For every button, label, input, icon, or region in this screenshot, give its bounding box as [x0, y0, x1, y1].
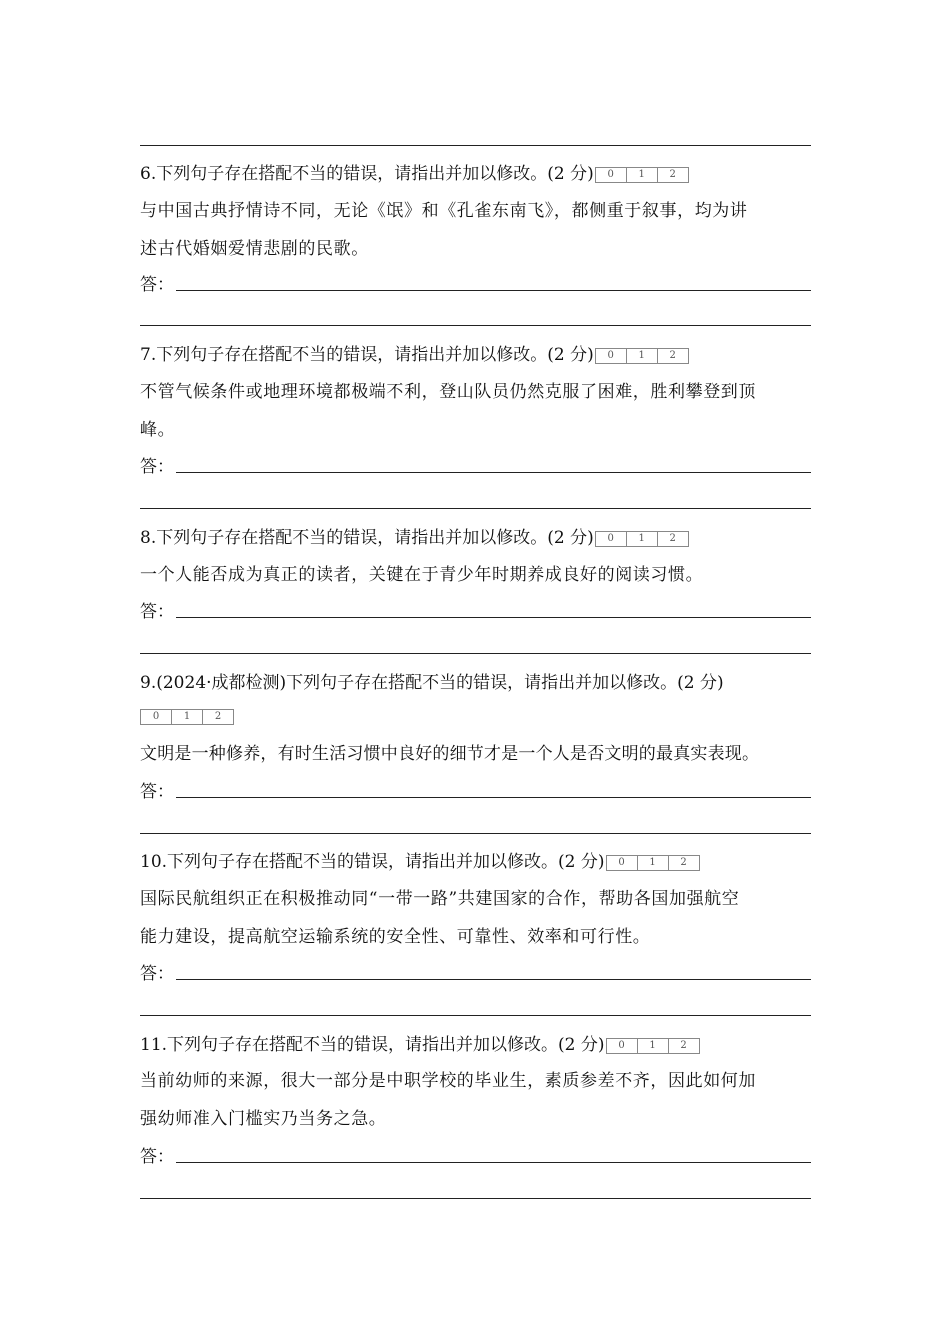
question-6-answer-field[interactable] — [140, 273, 811, 297]
answer-line — [140, 653, 811, 654]
question-7-stem — [140, 343, 689, 367]
answer-line — [140, 833, 811, 834]
question-9-stem — [140, 671, 724, 695]
score-option-1[interactable]: 1 — [172, 710, 203, 724]
answer-label: 答： — [140, 275, 174, 295]
score-option-0[interactable]: 0 — [596, 349, 627, 363]
answer-line — [176, 1162, 811, 1163]
score-option-2[interactable]: 2 — [669, 169, 676, 180]
question-number: 10. — [140, 852, 168, 872]
score-option-1[interactable]: 1 — [638, 1039, 669, 1053]
score-option-2[interactable]: 2 — [680, 1040, 687, 1051]
score-option-2[interactable]: 2 — [669, 533, 676, 544]
score-option-0[interactable]: 0 — [596, 532, 627, 546]
score-option-1[interactable]: 1 — [627, 349, 658, 363]
question-10-sentence-line-1: 国际民航组织正在积极推动同“一带一路”共建国家的合作，帮助各国加强航空 — [140, 889, 740, 909]
question-text: 下列句子存在搭配不当的错误，请指出并加以修改。 — [167, 852, 559, 872]
score-box[interactable] — [606, 1038, 700, 1054]
question-text: 下列句子存在搭配不当的错误，请指出并加以修改。 — [167, 1035, 559, 1055]
question-10-sentence-line-2: 能力建设，提高航空运输系统的安全性、可靠性、效率和可行性。 — [140, 927, 651, 947]
question-text: 下列句子存在搭配不当的错误，请指出并加以修改。 — [156, 528, 548, 548]
score-option-2[interactable]: 2 — [214, 711, 222, 722]
question-points: (2 分) — [677, 673, 724, 693]
question-6-sentence-line-1: 与中国古典抒情诗不同，无论《氓》和《孔雀东南飞》，都侧重于叙事，均为讲 — [140, 201, 748, 221]
answer-line — [176, 472, 811, 473]
question-11-sentence-line-1: 当前幼师的来源，很大一部分是中职学校的毕业生，素质参差不齐，因此如何加 — [140, 1071, 756, 1091]
answer-line — [140, 325, 811, 326]
score-option-1[interactable]: 1 — [627, 168, 658, 182]
question-11-sentence-line-2: 强幼师准入门槛实乃当务之急。 — [140, 1109, 387, 1129]
score-box[interactable] — [140, 709, 234, 725]
score-option-2[interactable]: 2 — [669, 350, 676, 361]
question-number: 7. — [140, 345, 157, 365]
question-7-answer-field[interactable] — [140, 455, 811, 479]
score-option-0[interactable]: 0 — [607, 1039, 638, 1053]
answer-line — [176, 617, 811, 618]
question-number: 11. — [140, 1035, 168, 1055]
answer-line — [176, 979, 811, 980]
answer-line — [140, 508, 811, 509]
answer-label: 答： — [140, 1147, 174, 1167]
question-number: 9. — [140, 673, 157, 693]
question-10-stem — [140, 850, 700, 874]
question-10-answer-field[interactable] — [140, 962, 811, 986]
answer-label: 答： — [140, 964, 174, 984]
question-text: 下列句子存在搭配不当的错误，请指出并加以修改。 — [156, 345, 548, 365]
question-6-sentence-line-2: 述古代婚姻爱情悲剧的民歌。 — [140, 239, 369, 259]
score-option-0[interactable]: 0 — [607, 856, 638, 870]
question-points: (2 分) — [547, 164, 594, 184]
score-box[interactable] — [606, 855, 700, 871]
answer-label: 答： — [140, 457, 174, 477]
question-points: (2 分) — [547, 345, 594, 365]
score-option-2[interactable]: 2 — [680, 857, 687, 868]
score-box[interactable] — [595, 167, 689, 183]
question-7-sentence-line-2: 峰。 — [140, 420, 176, 440]
score-option-0[interactable]: 0 — [141, 710, 172, 724]
question-7-sentence-line-1: 不管气候条件或地理环境都极端不利，登山队员仍然克服了困难，胜利攀登到顶 — [140, 382, 756, 402]
question-text: 下列句子存在搭配不当的错误，请指出并加以修改。 — [156, 164, 548, 184]
question-8-sentence-line-1: 一个人能否成为真正的读者，关键在于青少年时期养成良好的阅读习惯。 — [140, 565, 704, 585]
question-11-answer-field[interactable] — [140, 1145, 811, 1169]
answer-line — [140, 145, 811, 146]
answer-label: 答： — [140, 782, 174, 802]
question-9-score-row — [140, 706, 234, 725]
score-box[interactable] — [595, 531, 689, 547]
answer-line — [140, 1198, 811, 1199]
score-option-1[interactable]: 1 — [638, 856, 669, 870]
question-9-answer-field[interactable] — [140, 780, 811, 804]
score-option-0[interactable]: 0 — [596, 168, 627, 182]
question-11-stem — [140, 1033, 700, 1057]
question-text: (2024·成都检测)下列句子存在搭配不当的错误，请指出并加以修改。 — [156, 673, 678, 693]
question-number: 6. — [140, 164, 157, 184]
question-9-sentence-line-1: 文明是一种修养，有时生活习惯中良好的细节才是一个人是否文明的最真实表现。 — [140, 744, 760, 764]
answer-line — [176, 290, 811, 291]
question-number: 8. — [140, 528, 157, 548]
question-6-stem — [140, 162, 689, 186]
question-points: (2 分) — [558, 1035, 605, 1055]
question-points: (2 分) — [558, 852, 605, 872]
answer-line — [140, 1015, 811, 1016]
score-box[interactable] — [595, 348, 689, 364]
question-8-answer-field[interactable] — [140, 600, 811, 624]
answer-line — [176, 797, 811, 798]
score-option-1[interactable]: 1 — [627, 532, 658, 546]
answer-label: 答： — [140, 602, 174, 622]
question-8-stem — [140, 526, 689, 550]
question-points: (2 分) — [547, 528, 594, 548]
